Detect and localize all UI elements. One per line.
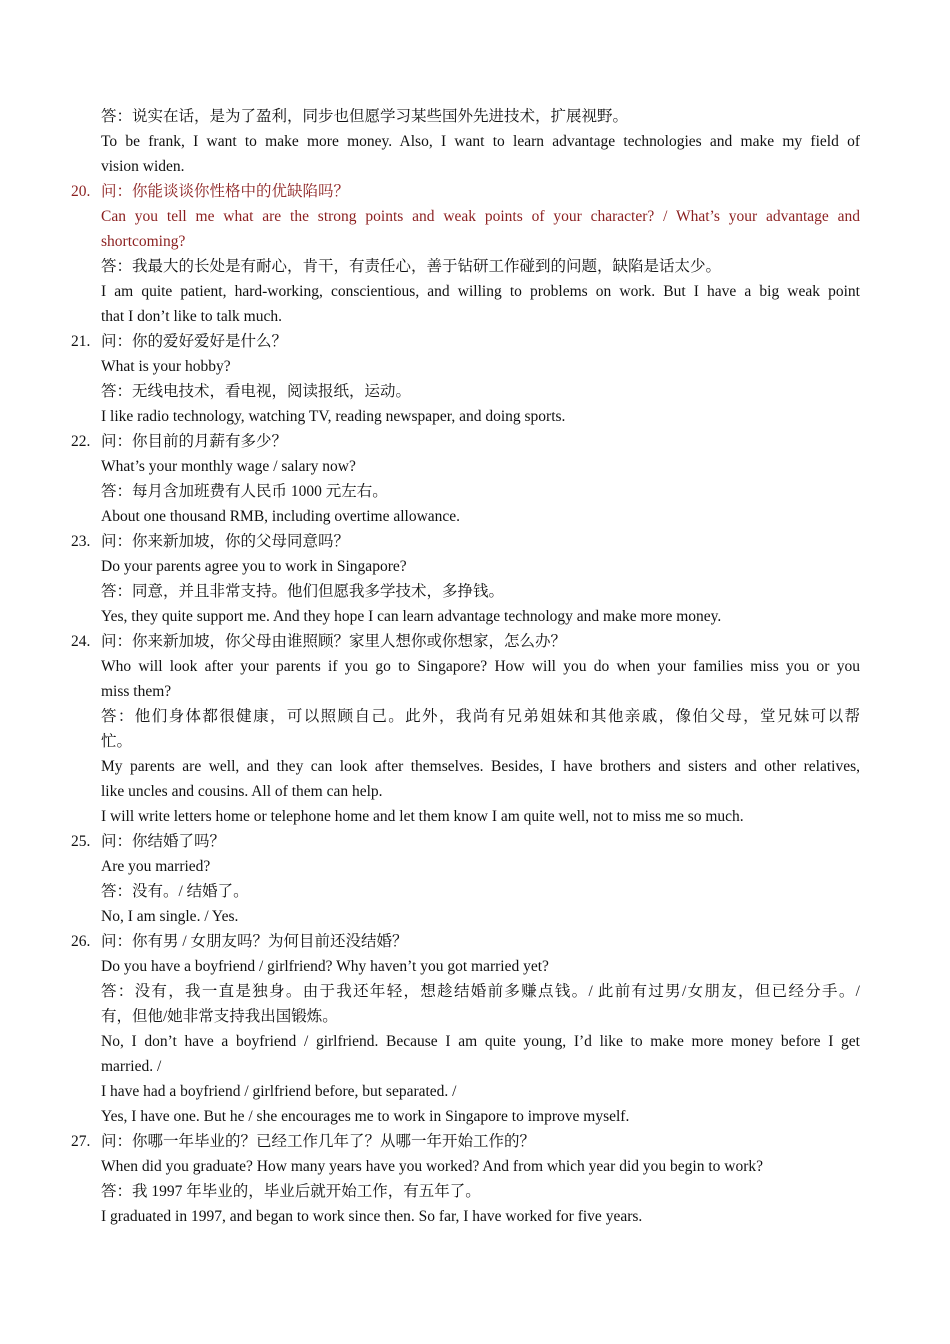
answer-en-line — [0, 904, 950, 929]
answer-en-line — [0, 279, 950, 304]
item-number: 20. — [71, 183, 91, 200]
question-en: Can you tell me what are the strong points and weak points of your character? / What’s your advantage and — [101, 208, 860, 225]
answer-zh: 答：同意，并且非常支持。他们但愿我多学技术，多挣钱。 — [101, 583, 505, 600]
question-zh-line — [0, 1129, 950, 1154]
answer-en: Yes, they quite support me. And they hope I can learn advantage technology and make more money. — [101, 608, 722, 625]
question-en: What’s your monthly wage / salary now? — [101, 458, 356, 475]
answer-en-line — [0, 129, 950, 154]
answer-en: About one thousand RMB, including overtime allowance. — [101, 508, 461, 525]
question-zh-line — [0, 429, 950, 454]
answer-zh: 答：每月含加班费有人民币 1000 元左右。 — [101, 483, 388, 500]
answer-en: like uncles and cousins. All of them can help. — [101, 783, 383, 800]
answer-en-line — [0, 504, 950, 529]
answer-en: I am quite patient, hard-working, conscientious, and willing to problems on work. But I have a big weak point — [101, 283, 860, 300]
answer-zh-line — [0, 579, 950, 604]
answer-en: married. / — [101, 1058, 162, 1075]
answer-en-line — [0, 604, 950, 629]
answer-en-line — [0, 779, 950, 804]
answer-en: No, I am single. / Yes. — [101, 908, 239, 925]
item-number: 26. — [71, 933, 91, 950]
question-zh-line — [0, 529, 950, 554]
question-en-line — [0, 654, 950, 679]
question-zh-line — [0, 829, 950, 854]
answer-zh-line — [0, 979, 950, 1004]
item-number: 25. — [71, 833, 91, 850]
answer-en-line — [0, 1079, 950, 1104]
question-zh: 问：你的爱好爱好是什么？ — [101, 333, 288, 350]
question-zh: 问：你来新加坡，你的父母同意吗？ — [101, 533, 350, 550]
question-en: Are you married? — [101, 858, 211, 875]
item-number: 23. — [71, 533, 91, 550]
question-en-line — [0, 204, 950, 229]
answer-en: I will write letters home or telephone home and let them know I am quite well, not to miss me so much. — [101, 808, 744, 825]
answer-en-line — [0, 1204, 950, 1229]
answer-zh-line — [0, 729, 950, 754]
item-number: 24. — [71, 633, 91, 650]
answer-en: I graduated in 1997, and began to work since then. So far, I have worked for five years. — [101, 1208, 643, 1225]
question-en-line — [0, 854, 950, 879]
answer-en-line — [0, 154, 950, 179]
question-en-line — [0, 679, 950, 704]
question-en: miss them? — [101, 683, 172, 700]
question-en-line — [0, 954, 950, 979]
answer-zh: 答：说实在话，是为了盈利，同步也但愿学习某些国外先进技术，扩展视野。 — [101, 108, 629, 125]
answer-en: that I don’t like to talk much. — [101, 308, 282, 325]
question-en-line — [0, 1154, 950, 1179]
question-en: Do you have a boyfriend / girlfriend? Why haven’t you got married yet? — [101, 958, 549, 975]
answer-zh: 有，但他/她非常支持我出国锻炼。 — [101, 1008, 338, 1025]
answer-en-line — [0, 754, 950, 779]
answer-en-line — [0, 804, 950, 829]
question-zh: 问：你哪一年毕业的？已经工作几年了？从哪一年开始工作的？ — [101, 1133, 536, 1150]
answer-zh: 答：他们身体都很健康，可以照顾自己。此外，我尚有兄弟姐妹和其他亲戚，像伯父母，堂兄妹可以帮 — [101, 708, 860, 725]
answer-zh: 答：我最大的长处是有耐心，肯干，有责任心，善于钻研工作碰到的问题，缺陷是话太少。 — [101, 258, 722, 275]
answer-zh-line — [0, 1004, 950, 1029]
question-en-line — [0, 454, 950, 479]
answer-zh-line — [0, 1179, 950, 1204]
answer-en: I have had a boyfriend / girlfriend before, but separated. / — [101, 1083, 457, 1100]
question-zh-line — [0, 929, 950, 954]
answer-en: I like radio technology, watching TV, reading newspaper, and doing sports. — [101, 408, 566, 425]
answer-en: vision widen. — [101, 158, 185, 175]
answer-zh: 忙。 — [101, 733, 133, 750]
question-en: Who will look after your parents if you go to Singapore? How will you do when your families miss you or you — [101, 658, 860, 675]
question-en-line — [0, 554, 950, 579]
item-number: 21. — [71, 333, 91, 350]
answer-en-line — [0, 1054, 950, 1079]
answer-zh-line — [0, 479, 950, 504]
answer-zh-line — [0, 379, 950, 404]
answer-zh: 答：无线电技术，看电视，阅读报纸，运动。 — [101, 383, 412, 400]
question-zh-line — [0, 329, 950, 354]
answer-zh-line — [0, 254, 950, 279]
answer-zh-line — [0, 104, 950, 129]
question-en: Do your parents agree you to work in Singapore? — [101, 558, 407, 575]
question-zh: 问：你目前的月薪有多少？ — [101, 433, 288, 450]
answer-en-line — [0, 1029, 950, 1054]
answer-en-line — [0, 304, 950, 329]
question-zh-line — [0, 629, 950, 654]
answer-en: Yes, I have one. But he / she encourages me to work in Singapore to improve myself. — [101, 1108, 630, 1125]
question-zh: 问：你结婚了吗？ — [101, 833, 226, 850]
question-zh: 问：你来新加坡，你父母由谁照顾？家里人想你或你想家，怎么办？ — [101, 633, 567, 650]
answer-en: To be frank, I want to make more money. Also, I want to learn advantage technologies and make my field of — [101, 133, 860, 150]
question-zh: 问：你能谈谈你性格中的优缺陷吗？ — [101, 183, 350, 200]
item-number: 22. — [71, 433, 91, 450]
question-en-line — [0, 229, 950, 254]
answer-en-line — [0, 1104, 950, 1129]
question-en: When did you graduate? How many years have you worked? And from which year did you begin to work? — [101, 1158, 764, 1175]
answer-en-line — [0, 404, 950, 429]
answer-zh: 答：没有，我一直是独身。由于我还年轻，想趁结婚前多赚点钱。/ 此前有过男/女朋友，但已经分手。/ — [101, 983, 860, 1000]
question-en: shortcoming? — [101, 233, 186, 250]
question-zh: 问：你有男 / 女朋友吗？为何目前还没结婚？ — [101, 933, 408, 950]
answer-en: No, I don’t have a boyfriend / girlfriend. Because I am quite young, I’d like to make more money before I get — [101, 1033, 860, 1050]
question-zh-line — [0, 179, 950, 204]
answer-en: My parents are well, and they can look after themselves. Besides, I have brothers and sisters and other relatives, — [101, 758, 860, 775]
question-en-line — [0, 354, 950, 379]
answer-zh-line — [0, 704, 950, 729]
question-en: What is your hobby? — [101, 358, 231, 375]
answer-zh-line — [0, 879, 950, 904]
answer-zh: 答：我 1997 年毕业的，毕业后就开始工作，有五年了。 — [101, 1183, 481, 1200]
answer-zh: 答：没有。/ 结婚了。 — [101, 883, 249, 900]
item-number: 27. — [71, 1133, 91, 1150]
document-page — [0, 104, 950, 1229]
